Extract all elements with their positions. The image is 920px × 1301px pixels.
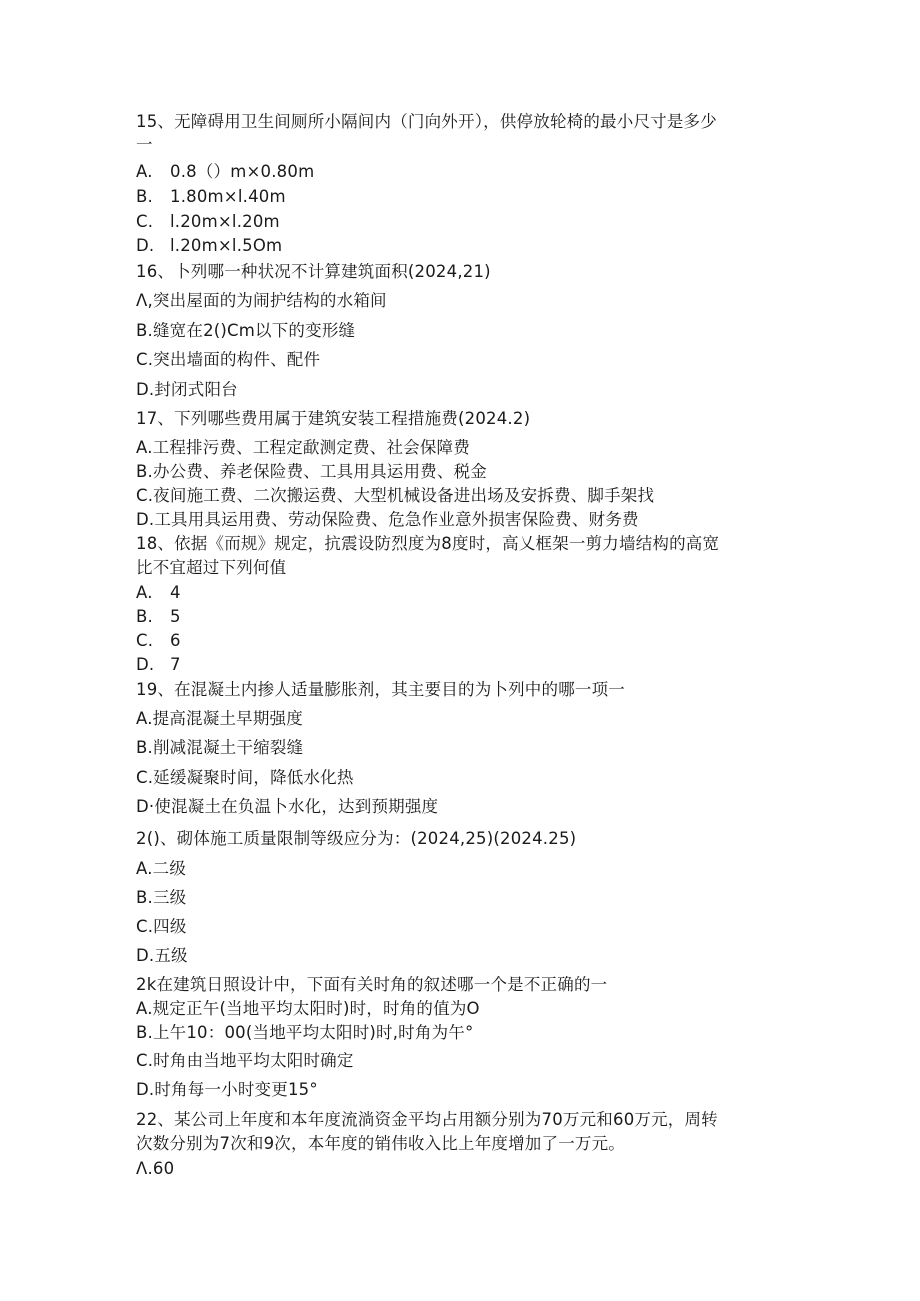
question-16-option-c: C.突出墙面的构件、配件 [136,350,321,369]
question-20-option-d: D.五级 [136,946,188,965]
option-text: 4 [170,583,181,602]
question-16-option-b: B.缝宽在2()Cm以下的变形缝 [136,321,356,340]
question-15-option-a [136,161,314,183]
question-18-option-c [136,630,181,652]
option-text: 5 [170,607,181,626]
question-20-option-c: C.四级 [136,917,187,936]
option-text: 1.80m×l.40m [170,187,286,206]
question-22-option-a: Λ.60 [136,1159,175,1178]
question-20-option-a: A.二级 [136,859,187,878]
question-22-stem-line-2: 次数分别为7次和9次，本年度的销伟收入比上年度增加了一万元。 [136,1134,625,1153]
question-21-stem: 2k在建筑日照设计中，下面有关时角的叙述哪一个是不正确的一 [136,975,608,994]
option-letter: C. [136,631,154,650]
question-16-stem: 16、卜列哪一种状况不计算建筑面积(2024,21) [136,262,491,281]
question-21-option-b: B.上午10：00(当地平均太阳时)时,时角为午° [136,1023,474,1042]
question-19-option-d: D·使混凝土在负温卜水化，达到预期强度 [136,797,439,816]
question-17-option-a: A.工程排污费、工程定歃测定费、社会保障费 [136,438,470,457]
option-letter: B. [136,607,153,626]
question-20-stem: 2()、砌体施工质量限制等级应分为：(2024,25)(2024.25) [136,829,577,848]
question-19-stem: 19、在混凝土内掺人适量膨胀剂，其主要目的为卜列中的哪一项一 [136,680,625,699]
question-19-option-b: B.削减混凝土干缩裂缝 [136,738,304,757]
question-15-stem-line-2: 一 [136,135,153,154]
option-text: 0.8（）m×0.80m [170,162,315,181]
question-17-option-d: D.工具用具运用费、劳动保险费、危急作业意外损害保险费、财务费 [136,510,639,529]
question-17-option-b: B.办公费、养老保险费、工具用具运用费、税金 [136,462,487,481]
option-text: l.20m×l.20m [170,212,280,231]
question-21-option-c: C.时角由当地平均太阳时确定 [136,1051,354,1070]
option-text: 6 [170,631,181,650]
question-18-option-b [136,606,181,628]
option-letter: C. [136,212,154,231]
question-18-stem-line-2: 比不宜超过下列何值 [136,558,287,577]
question-19-option-c: C.延缓凝聚时间，降低水化热 [136,768,354,787]
question-18-stem-line-1: 18、依据《而规》规定，抗震设防烈度为8度时，高乂框架一剪力墙结构的高宽 [136,534,720,553]
question-15-option-d [136,235,282,257]
question-15-option-b [136,186,286,208]
question-18-option-a [136,582,181,604]
option-letter: A. [136,583,153,602]
question-19-option-a: A.提高混凝土早期强度 [136,709,303,728]
question-15-stem-line-1: 15、无障碍用卫生间厕所小隔间内（门向外开），供停放轮椅的最小尺寸是多少 [136,112,717,131]
question-17-option-c: C.夜间施工费、二次搬运费、大型机械设备进出场及安拆费、脚手架找 [136,486,655,505]
option-letter: A. [136,162,153,181]
question-22-stem-line-1: 22、某公司上年度和本年度流淌资金平均占用额分别为70万元和60万元，周转 [136,1110,718,1129]
option-letter: B. [136,187,153,206]
question-16-option-a: Λ,突出屋面的为闹护结构的水箱间 [136,291,387,310]
question-21-option-d: D.时角每一小时变更15° [136,1080,318,1099]
option-letter: D. [136,236,155,255]
question-18-option-d [136,654,181,676]
option-letter: D. [136,655,155,674]
question-20-option-b: B.三级 [136,888,187,907]
question-21-option-a: A.规定正午(当地平均太阳时)时，时角的值为O [136,999,480,1018]
question-17-stem: 17、下列哪些费用属于建筑安装工程措施费(2024.2) [136,409,531,428]
question-15-option-c [136,211,280,233]
option-text: 7 [170,655,181,674]
question-16-option-d: D.封闭式阳台 [136,380,238,399]
option-text: l.20m×l.5Om [170,236,283,255]
